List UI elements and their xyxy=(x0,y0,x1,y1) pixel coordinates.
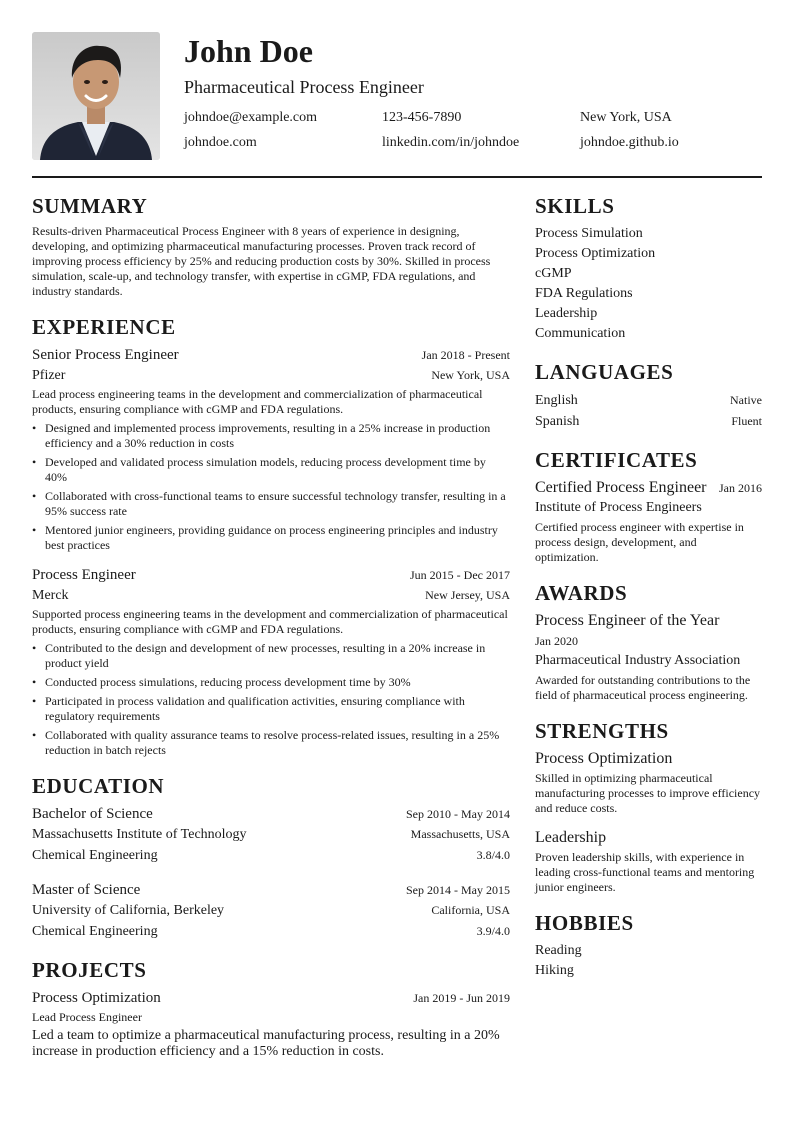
contact-linkedin[interactable]: linkedin.com/in/johndoe xyxy=(382,135,520,150)
section-title: PROJECTS xyxy=(32,958,147,982)
job-highlights xyxy=(32,421,510,553)
project-item xyxy=(32,988,510,1060)
edu-degree: Bachelor of Science xyxy=(32,806,153,822)
resume-header xyxy=(32,32,762,160)
language-level: Native xyxy=(730,393,762,407)
edu-school: Massachusetts Institute of Technology xyxy=(32,827,247,842)
skill-item: Communication xyxy=(535,326,626,341)
job-highlights xyxy=(32,641,510,758)
hobby-item: Hiking xyxy=(535,963,574,978)
edu-field: Chemical Engineering xyxy=(32,924,158,939)
contact-github[interactable]: johndoe.github.io xyxy=(580,135,679,150)
strengths-section xyxy=(535,717,762,895)
edu-dates: Sep 2010 - May 2014 xyxy=(406,807,510,821)
award-description: Awarded for outstanding contributions to the field of pharmaceutical process engineering. xyxy=(535,673,751,702)
edu-location: California, USA xyxy=(431,903,510,917)
award-date: Jan 2020 xyxy=(535,634,578,648)
job-dates: Jan 2018 - Present xyxy=(421,348,510,362)
experience-item xyxy=(32,565,510,758)
section-title: SKILLS xyxy=(535,194,615,218)
education-item xyxy=(32,880,510,942)
list-item: • Collaborated with cross-functional teams to ensure successful technology transfer, resulting in a 95% success rate xyxy=(32,489,510,519)
summary-text: Results-driven Pharmaceutical Process Engineer with 8 years of experience in designing, developing, and optimizing pharmaceutical manufacturing processes. Proven track record of improving process efficiency by 25% and reducing production costs by 30%. Skilled in process simulation, scale-up, and technology transfer, with expertise in cGMP, FDA regulations, and industry standards. xyxy=(32,224,491,298)
skill-item: FDA Regulations xyxy=(535,286,633,301)
strength-name: Leadership xyxy=(535,829,607,846)
job-location: New Jersey, USA xyxy=(425,588,510,602)
contact-location: New York, USA xyxy=(580,110,672,125)
skills-section xyxy=(535,192,762,344)
job-description: Supported process engineering teams in the development and commercialization of pharmaceutical products, ensuring compliance with cGMP and FDA regulations. xyxy=(32,607,508,636)
strength-item xyxy=(535,749,762,816)
certificate-date: Jan 2016 xyxy=(719,481,762,495)
edu-gpa: 3.9/4.0 xyxy=(476,924,510,938)
section-title: CERTIFICATES xyxy=(535,448,698,472)
summary-section xyxy=(32,192,510,299)
list-item: • Contributed to the design and development of new processes, resulting in a 20% increase in product yield xyxy=(32,641,510,671)
project-description: Led a team to optimize a pharmaceutical manufacturing process, resulting in a 20% increase in production efficiency and a 15% reduction in costs. xyxy=(32,1028,500,1059)
contact-email[interactable]: johndoe@example.com xyxy=(184,110,318,125)
hobby-item: Reading xyxy=(535,943,582,958)
award-name: Process Engineer of the Year xyxy=(535,612,720,629)
edu-location: Massachusetts, USA xyxy=(410,827,510,841)
edu-degree: Master of Science xyxy=(32,882,141,898)
job-company: Merck xyxy=(32,588,69,603)
education-item xyxy=(32,804,510,866)
certificate-issuer: Institute of Process Engineers xyxy=(535,500,702,515)
contact-info xyxy=(184,108,762,152)
left-column xyxy=(32,192,510,1074)
strength-name: Process Optimization xyxy=(535,750,673,767)
section-title: AWARDS xyxy=(535,581,628,605)
strength-item xyxy=(535,828,762,895)
profile-photo xyxy=(32,32,160,160)
list-item: • Participated in process validation and qualification activities, ensuring compliance with regulatory requirements xyxy=(32,694,510,724)
edu-school: University of California, Berkeley xyxy=(32,903,225,918)
strength-description: Proven leadership skills, with experience in leading cross-functional teams and mentoring junior engineers. xyxy=(535,850,755,894)
section-title: EXPERIENCE xyxy=(32,315,176,339)
section-title: LANGUAGES xyxy=(535,360,674,384)
candidate-role: Pharmaceutical Process Engineer xyxy=(184,77,424,97)
contact-phone[interactable]: 123-456-7890 xyxy=(382,110,462,125)
edu-dates: Sep 2014 - May 2015 xyxy=(406,883,510,897)
job-company: Pfizer xyxy=(32,368,66,383)
profile-photo-image xyxy=(32,32,160,160)
hobbies-section xyxy=(535,909,762,981)
strength-description: Skilled in optimizing pharmaceutical manufacturing processes to improve efficiency and reduce costs. xyxy=(535,771,761,815)
languages-section xyxy=(535,358,762,432)
project-role: Lead Process Engineer xyxy=(32,1010,142,1024)
award-item xyxy=(535,611,762,703)
header-divider xyxy=(32,176,762,178)
certificate-name: Certified Process Engineer xyxy=(535,479,707,496)
education-section xyxy=(32,772,510,942)
section-title: SUMMARY xyxy=(32,194,148,218)
section-title: EDUCATION xyxy=(32,774,165,798)
list-item: • Developed and validated process simulation models, reducing process development time by 40% xyxy=(32,455,510,485)
right-column xyxy=(535,192,762,995)
list-item: • Conducted process simulations, reducing process development time by 30% xyxy=(32,675,510,690)
edu-field: Chemical Engineering xyxy=(32,848,158,863)
projects-section xyxy=(32,956,510,1060)
language-level: Fluent xyxy=(731,414,762,428)
award-issuer: Pharmaceutical Industry Association xyxy=(535,653,741,668)
list-item: • Mentored junior engineers, providing guidance on process engineering principles and industry best practices xyxy=(32,523,510,553)
certificate-item xyxy=(535,478,762,565)
skill-item: Leadership xyxy=(535,306,598,321)
language-item xyxy=(535,390,762,411)
job-position: Senior Process Engineer xyxy=(32,347,179,363)
awards-section xyxy=(535,579,762,703)
certificate-description: Certified process engineer with expertise in process design, development, and optimization. xyxy=(535,520,744,564)
language-item xyxy=(535,411,762,432)
job-description: Lead process engineering teams in the development and commercialization of pharmaceutical products, ensuring compliance with cGMP and FDA regulations. xyxy=(32,387,483,416)
project-dates: Jan 2019 - Jun 2019 xyxy=(413,991,510,1005)
job-position: Process Engineer xyxy=(32,567,136,583)
candidate-name: John Doe xyxy=(184,33,313,69)
skill-item: cGMP xyxy=(535,266,572,281)
language-name: English xyxy=(535,393,578,408)
section-title: HOBBIES xyxy=(535,911,634,935)
skill-item: Process Optimization xyxy=(535,246,656,261)
project-name: Process Optimization xyxy=(32,990,161,1006)
skill-item: Process Simulation xyxy=(535,226,643,241)
language-name: Spanish xyxy=(535,414,580,429)
experience-section xyxy=(32,313,510,758)
certificates-section xyxy=(535,446,762,565)
edu-gpa: 3.8/4.0 xyxy=(476,848,510,862)
list-item: • Designed and implemented process improvements, resulting in a 25% increase in production efficiency and a 30% reduction in costs xyxy=(32,421,510,451)
contact-website[interactable]: johndoe.com xyxy=(184,135,257,150)
job-location: New York, USA xyxy=(431,368,510,382)
job-dates: Jun 2015 - Dec 2017 xyxy=(410,568,510,582)
list-item: • Collaborated with quality assurance teams to resolve process-related issues, resulting in a 25% reduction in batch rejects xyxy=(32,728,510,758)
section-title: STRENGTHS xyxy=(535,719,669,743)
experience-item xyxy=(32,345,510,553)
